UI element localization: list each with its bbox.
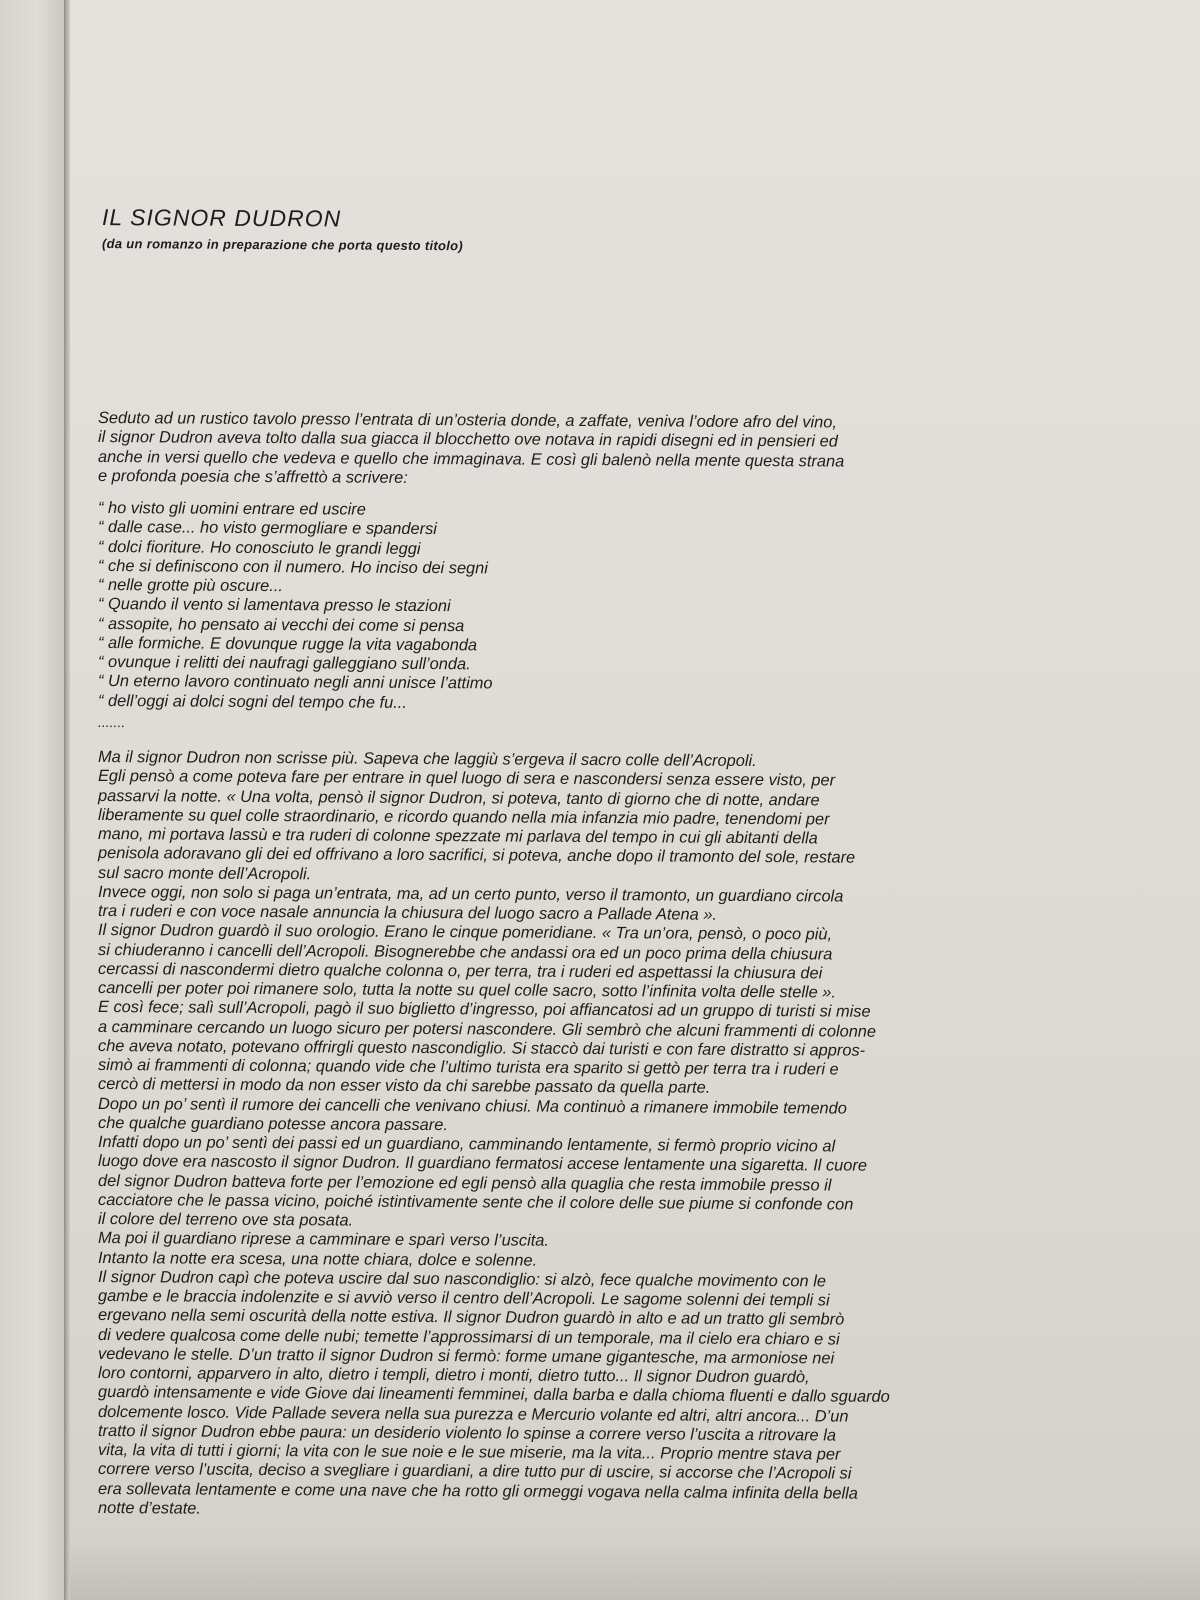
page-shadow [70,1540,1200,1600]
story-line: Ma il signor Dudron non scrisse più. Sapeva che laggiù s’ergeva il sacro colle dell’Acropoli. [98,748,757,771]
story-line: ergevano nella semi oscurità della notte estiva. Il signor Dudron guardò in alto e ad un tratto gli sembrò [98,1306,845,1329]
story-line: Dopo un po’ sentì il rumore dei cancelli che venivano chiusi. Ma continuò a rimanere immobile temendo [98,1094,847,1118]
poem-block [98,499,1083,717]
poem-line: “ dolci fioriture. Ho conosciuto le grandi leggi [98,537,421,558]
story-line: gambe e le braccia indolenzite e si avviò verso il centro dell’Acropoli. Le sagome solenni dei templi si [98,1287,830,1310]
poem-line: “ ovunque i relitti dei naufragi galleggiano sull’onda. [98,653,471,674]
poem-line: “ assopite, ho pensato ai vecchi dei come si pensa [98,614,465,635]
story-line: il colore del terreno ove sta posata. [98,1210,354,1230]
story-line: si chiuderanno i cancelli dell’Acropoli. Bisognerebbe che andassi ora ed un poco prima della chiusura [98,940,833,963]
story-line: correre verso l’uscita, deciso a svegliare i guardiani, a dire tutto pur di uscire, si accorse che l’Acropoli si [98,1460,852,1483]
story-line: penisola adoravano gli dei ed offrivano a loro sacrifici, si poteva, anche dopo il tramonto del sole, restare [98,844,856,867]
left-page-edge [0,0,66,1600]
page-content [98,0,1078,1518]
story-line: guardò intensamente e vide Giove dai lineamenti femminei, dalla barba e dalla chioma fluenti e dallo sguardo [98,1383,890,1407]
story-line: dolcemente losco. Vide Pallade severa nella sua purezza e Mercurio volante ed altri, altri ancora... D’un [98,1402,849,1426]
story-line: loro contorni, apparvero in alto, dietro i templi, dietro i monti, dietro tutto... Il signor Dudron guardò, [98,1364,810,1387]
story-line: Il signor Dudron capì che poteva uscire dal suo nascondiglio: si alzò, fece qualche movimento con le [98,1267,826,1291]
story-line: simò ai frammenti di colonna; quando vide che l’ultimo turista era sparito si gettò per terra tra i ruderi e [98,1056,839,1079]
story-line: vita, la vita di tutti i giorni; la vita con le sue noie e le sue miserie, ma la vita... Proprio mentre stava per [98,1441,841,1464]
story-line: cancelli per poter poi rimanere solo, tutta la notte su quel colle sacro, sotto l’infinita volta delle stelle ». [98,979,836,1002]
poem-line: “ che si definiscono con il numero. Ho inciso dei segni [98,556,488,578]
story-line: Intanto la notte era scesa, una notte chiara, dolce e solenne. [98,1248,538,1270]
story-line: Egli pensò a come poteva fare per entrare in quel luogo di sera e nascondersi senza essere visto, per [98,767,836,790]
story-line: che qualche guardiano potesse ancora passare. [98,1113,448,1134]
story-line: che aveva notato, potevano offrirgli questo nascondiglio. Si staccò dai turisti e con fare distratto si appros- [98,1036,866,1060]
story-line: Il signor Dudron guardò il suo orologio. Erano le cinque pomeridiane. « Tra un’ora, pensò, o poco più, [98,921,833,944]
poem-line: “ Quando il vento si lamentava presso le stazioni [98,595,451,616]
intro-line: anche in versi quello che vedeva e quello che immaginava. E così gli balenò nella mente questa strana [98,447,845,471]
page-subtitle: (da un romanzo in preparazione che porta questo titolo) [102,236,464,254]
intro-line: Seduto ad un rustico tavolo presso l’entrata di un’osteria donde, a zaffate, veniva l’odore afro del vino, [98,409,837,432]
story-line: tra i ruderi e con voce nasale annuncia la chiusura del luogo sacro a Pallade Atena ». [98,902,717,924]
story-line: cercò di mettersi in modo da non esser visto da chi sarebbe passato da quella parte. [98,1075,711,1097]
poem-line: “ dell’oggi ai dolci sogni del tempo che fu... [98,691,407,712]
poem-line: “ Un eterno lavoro continuato negli anni unisce l’attimo [98,672,493,693]
poem-line: “ ho visto gli uomini entrare ed uscire [98,499,366,519]
story-line: Ma poi il guardiano riprese a camminare e sparì verso l’uscita. [98,1229,549,1251]
story-line: Infatti dopo un po’ sentì dei passi ed un guardiano, camminando lentamente, si fermò proprio vicino al [98,1133,836,1156]
story-line: del signor Dudron batteva forte per l’emozione ed egli pensò alla quaglia che resta immobile presso il [98,1171,832,1194]
page-title: IL SIGNOR DUDRON [102,204,342,232]
story-line: sul sacro monte dell’Acropoli. [98,863,312,883]
story-text [98,748,1083,1524]
poem-line: “ nelle grotte più oscure... [98,576,283,596]
poem-line: “ dalle case... ho visto germogliare e spandersi [98,518,437,539]
story-line: era sollevata lentamente e come una nave che ha rotto gli ormeggi vogava nella calma infinita della bella [98,1479,858,1503]
poem-line: “ alle formiche. E dovunque rugge la vita vagabonda [98,633,478,655]
right-page [70,0,1200,1600]
story-line: di vedere qualcosa come delle nubi; temette l’approssimarsi di un temporale, ma il cielo era chiaro e si [98,1325,840,1349]
intro-line: e profonda poesia che s’affrettò a scrivere: [98,466,408,487]
intro-paragraph [98,409,1083,492]
story-line: E così fece; salì sull’Acropoli, pagò il suo biglietto d’ingresso, poi affiancatosi ad un gruppo di turisti si mise [98,998,871,1021]
story-line: mano, mi portava lassù e tra ruderi di colonne spezzate mi parlava del tempo in cui gli abitanti della [98,825,818,848]
intro-line: il signor Dudron aveva tolto dalla sua giacca il blocchetto ove notava in rapidi disegni ed in pensieri ed [98,428,838,451]
poem-ellipsis: ....... [98,714,126,731]
story-line: vedevano le stelle. D’un tratto il signor Dudron si fermò: forme umane gigantesche, ma armoniose nei [98,1344,835,1368]
story-line: liberamente su quel colle straordinario, e ricordo quando nella mia infanzia mio padre, tenendomi per [98,805,830,829]
story-line: Invece oggi, non solo si paga un’entrata, ma, ad un certo punto, verso il tramonto, un guardiano circola [98,882,844,906]
story-line: tratto il signor Dudron ebbe paura: un desiderio violento lo spinse a correre verso l’uscita a ritrovare la [98,1421,836,1445]
story-line: cacciatore che le passa vicino, poiché istintivamente sente che il colore delle sue piume si confonde con [98,1190,854,1214]
story-line: cercassi di nascondermi dietro qualche colonna o, per terra, tra i ruderi ed aspettassi la chiusura dei [98,959,823,983]
story-line: notte d’estate. [98,1498,201,1518]
story-line: a camminare cercando un luogo sicuro per potersi nascondere. Gli sembrò che alcuni frammenti di colonne [98,1017,877,1041]
story-line: luogo dove era nascosto il signor Dudron. Il guardiano fermatosi accese lentamente una sigaretta. Il cuore [98,1152,867,1175]
story-line: passarvi la notte. « Una volta, pensò il signor Dudron, si poteva, tanto di giorno che di notte, andare [98,786,820,809]
